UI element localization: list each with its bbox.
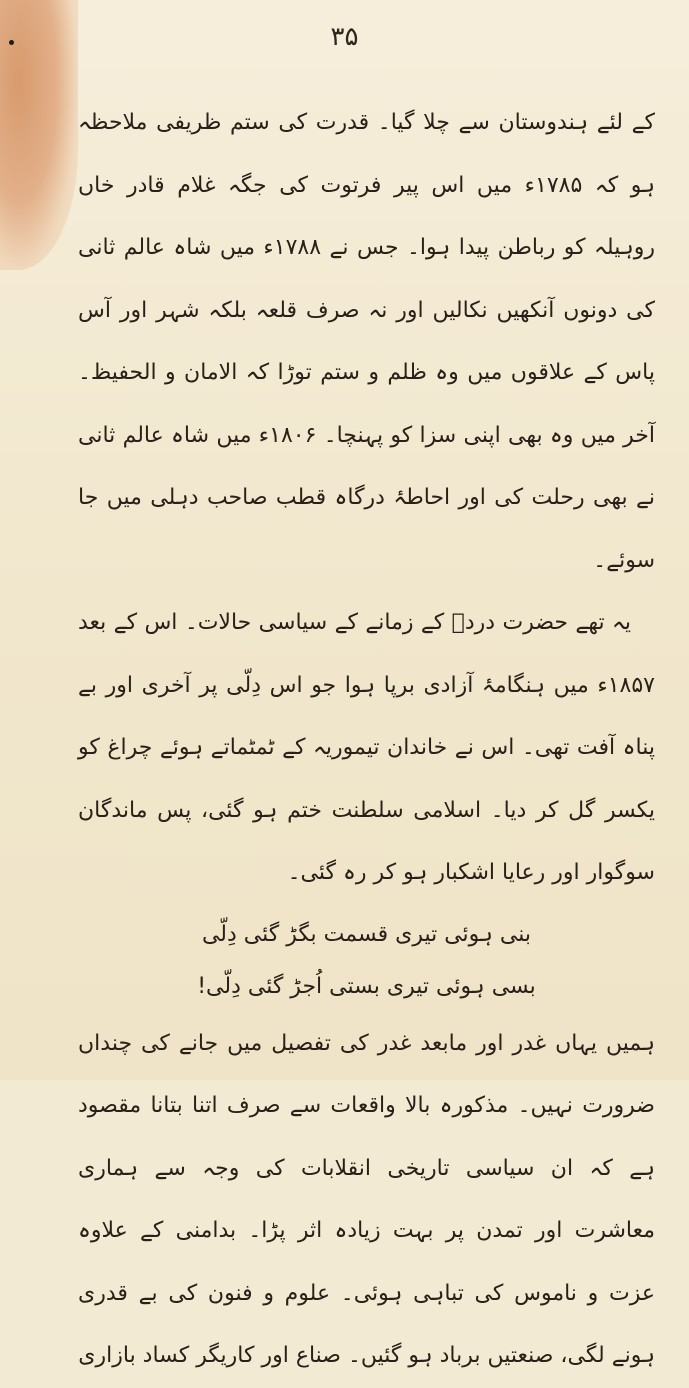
paragraph-3: ہمیں یہاں غدر اور مابعد غدر کی تفصیل میں جانے کی چنداں ضرورت نہیں۔ مذکورہ بالا واقعات سے صرف اتنا بتانا مقصود ہے کہ ان سیاسی تاریخی انقلابات کی وجہ سے ہماری معاشرت اور تمدن پر بہت زیادہ اثر پڑا۔ بدامنی کے علاوہ عزت و ناموس کی تباہی ہوئی۔ علوم و فنون کی بے قدری ہونے لگی، صنعتیں برباد ہو گئیں۔ صناع اور کاریگر کساد بازاری xyxy=(78,1030,655,1368)
paragraph-1: کے لئے ہندوستان سے چلا گیا۔ قدرت کی ستم ظریفی ملاحظہ ہو کہ ۱۷۸۵ء میں اس پیر فرتوت کی جگہ غلام قادر خاں روہیلہ کو رباطن پیدا ہوا۔ جس نے ۱۷۸۸ء میں شاہ عالم ثانی کی دونوں آنکھیں نکالیں اور نہ صرف قلعہ بلکہ شہر اور آس پاس کے علاقوں میں وہ ظلم و ستم توڑا کہ الامان و الحفیظ۔ آخر میں وہ بھی اپنی سزا کو پہنچا۔ ۱۸۰۶ء میں شاہ عالم ثانی نے بھی رحلت کی اور احاطۂ درگاہ قطب صاحب دہلی میں جا سوئے۔ xyxy=(78,110,656,573)
verse-line-1: بنی ہوئی تیری قسمت بگڑ گئی دِلّی xyxy=(201,921,532,947)
verse-line-2: بسی ہوئی تیری بستی اُجڑ گئی دِلّی! xyxy=(197,973,536,999)
page-body xyxy=(78,92,655,1388)
page-number: ۳۵ xyxy=(330,22,359,52)
verse-couplet xyxy=(78,909,655,1013)
paragraph-2: یہ تھے حضرت دردؔ کے زمانے کے سیاسی حالات۔ اس کے بعد ۱۸۵۷ء میں ہنگامۂ آزادی برپا ہوا جو اس دِلّی پر آخری اور بے پناہ آفت تھی۔ اس نے خاندان تیموریہ کے ٹمٹماتے ہوئے چراغ کو یکسر گل کر دیا۔ اسلامی سلطنت ختم ہو گئی، پس ماندگان سوگوار اور رعایا اشکبار ہو کر رہ گئی۔ xyxy=(78,610,655,885)
